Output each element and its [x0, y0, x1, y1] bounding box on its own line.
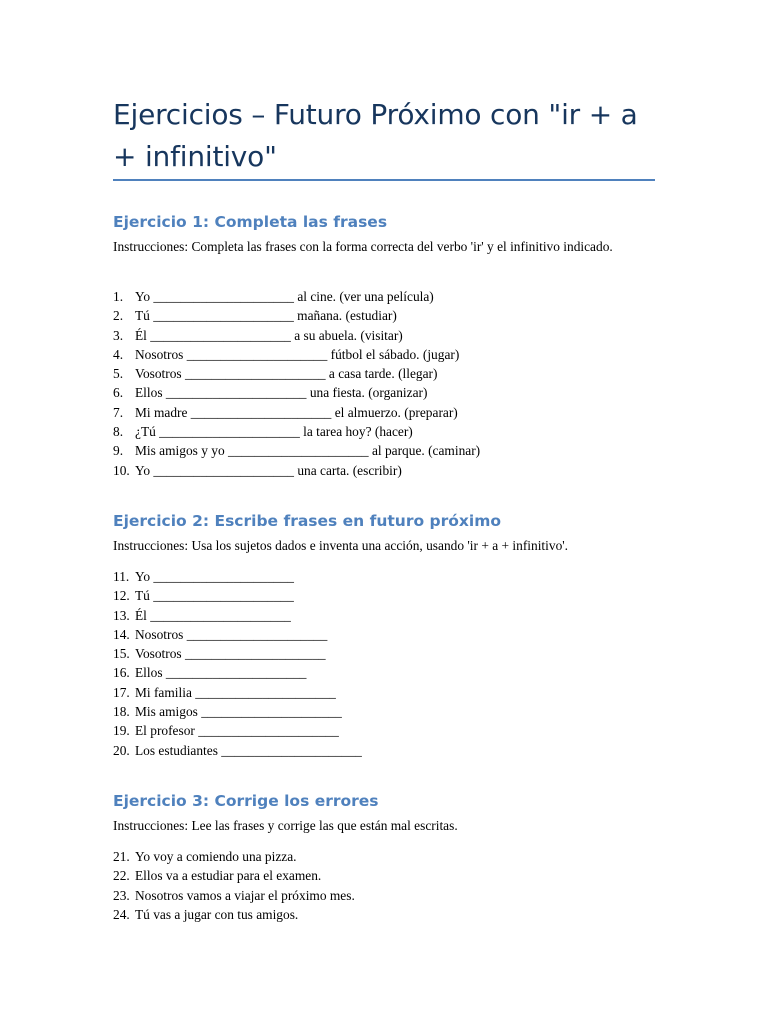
- item-number: 6.: [113, 385, 124, 401]
- item-text: Yo _____________________: [135, 569, 294, 584]
- item-text: Él _____________________ a su abuela. (visitar): [135, 327, 403, 343]
- item-text: Vosotros _____________________ a casa tarde. (llegar): [135, 366, 438, 382]
- item-text: Ellos va a estudiar para el examen.: [135, 868, 322, 884]
- item-number: 1.: [113, 289, 124, 304]
- item-number: 16.: [113, 665, 130, 681]
- item-text: Yo voy a comiendo una pizza.: [135, 849, 297, 864]
- section-2-heading: Ejercicio 2: Escribe frases en futuro próximo: [113, 512, 502, 530]
- item-number: 13.: [113, 607, 130, 623]
- item-number: 23.: [113, 887, 130, 903]
- item-text: Yo _____________________ una carta. (escribir): [135, 462, 402, 478]
- item-text: Mis amigos y yo _____________________ al parque. (caminar): [135, 443, 481, 459]
- item-text: Tú _____________________: [135, 588, 294, 604]
- item-text: El profesor _____________________: [135, 723, 339, 739]
- item-text: Mis amigos _____________________: [135, 704, 342, 720]
- item-text: Yo _____________________ al cine. (ver una película): [135, 289, 434, 304]
- item-number: 3.: [113, 327, 124, 343]
- item-text: ¿Tú _____________________ la tarea hoy? (hacer): [135, 424, 413, 440]
- item-text: Nosotros _____________________ fútbol el sábado. (jugar): [135, 346, 460, 362]
- item-number: 4.: [113, 346, 124, 362]
- item-text: Nosotros vamos a viajar el próximo mes.: [135, 887, 355, 903]
- item-number: 19.: [113, 723, 130, 739]
- item-text: Tú vas a jugar con tus amigos.: [135, 906, 299, 922]
- item-number: 21.: [113, 849, 130, 864]
- page-title: Ejercicios – Futuro Próximo con "ir + a + infinitivo": [113, 98, 638, 173]
- item-number: 24.: [113, 906, 130, 922]
- item-text: Los estudiantes _____________________: [135, 742, 362, 758]
- item-number: 9.: [113, 443, 124, 459]
- item-number: 7.: [113, 404, 124, 420]
- item-text: Ellos _____________________ una fiesta. (organizar): [135, 385, 428, 401]
- item-text: Tú _____________________ mañana. (estudiar): [135, 308, 397, 324]
- section-2-instructions: Instrucciones: Usa los sujetos dados e inventa una acción, usando 'ir + a + infinitivo'.: [113, 538, 569, 553]
- section-1-instructions: Instrucciones: Completa las frases con la forma correcta del verbo 'ir' y el infinitivo indicado.: [113, 239, 613, 254]
- item-text: Vosotros _____________________: [135, 646, 326, 662]
- item-number: 8.: [113, 424, 124, 440]
- item-text: Él _____________________: [135, 607, 291, 623]
- item-number: 20.: [113, 742, 130, 758]
- item-number: 2.: [113, 308, 124, 324]
- item-number: 15.: [113, 646, 130, 662]
- item-number: 5.: [113, 366, 124, 382]
- item-number: 10.: [113, 462, 130, 478]
- item-number: 14.: [113, 626, 130, 642]
- section-3-heading: Ejercicio 3: Corrige los errores: [113, 792, 379, 810]
- item-text: Mi madre _____________________ el almuerzo. (preparar): [135, 404, 458, 420]
- item-text: Ellos _____________________: [135, 665, 307, 681]
- item-number: 18.: [113, 704, 130, 720]
- item-number: 11.: [113, 569, 130, 584]
- title-divider: [113, 179, 655, 181]
- section-1-heading: Ejercicio 1: Completa las frases: [113, 213, 388, 231]
- item-number: 22.: [113, 868, 130, 884]
- item-number: 17.: [113, 684, 130, 700]
- item-text: Mi familia _____________________: [135, 684, 336, 700]
- item-number: 12.: [113, 588, 130, 604]
- item-text: Nosotros _____________________: [135, 626, 328, 642]
- section-3-instructions: Instrucciones: Lee las frases y corrige las que están mal escritas.: [113, 818, 458, 833]
